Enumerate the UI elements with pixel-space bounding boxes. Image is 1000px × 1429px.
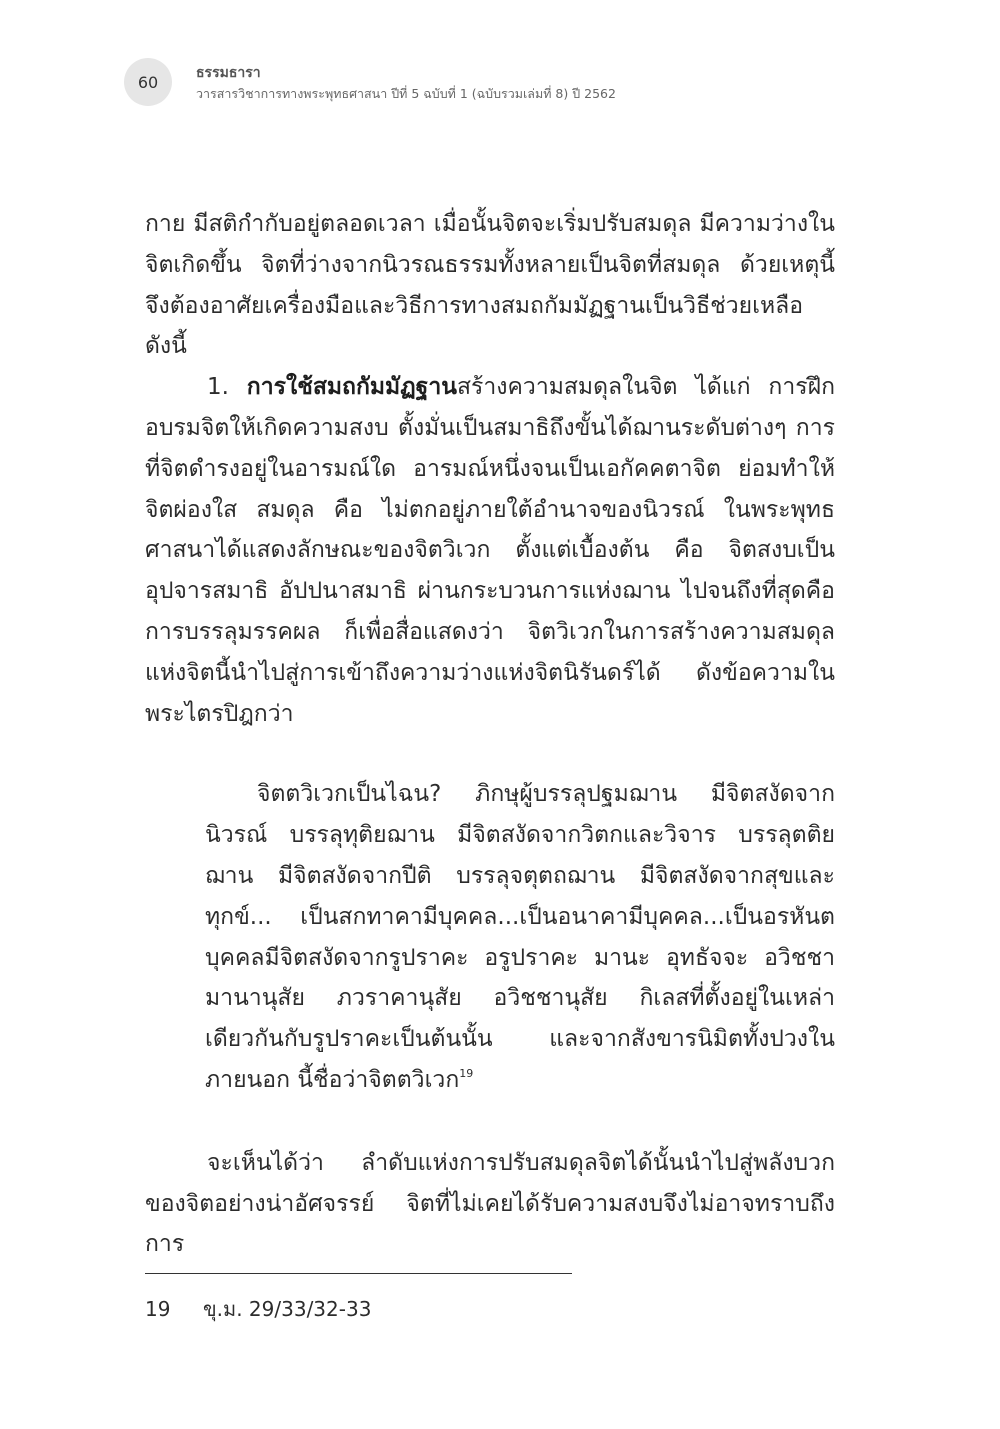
- quote-text: จิตตวิเวกเป็นไฉน? ภิกษุผู้บรรลุปฐมฌาน มีจิตสงัดจากนิวรณ์ บรรลุทุติยฌาน มีจิตสงัดจากวิตกและวิจาร บรรลุตติยฌาน มีจิตสงัดจากปีติ บรรลุจตุตถฌาน มีจิตสงัดจากสุขและทุกข์... เป็นสกทาคามีบุคคล...เป็นอนาคามีบุคคล...เป็นอรหันตบุคคลมีจิตสงัดจากรูปราคะ อรูปราคะ มานะ อุทธัจจะ อวิชชา มานานุสัย ภวราคานุสัย อวิชชานุสัย กิเลสที่ตั้งอยู่ในเหล่าเดียวกันกับรูปราคะเป็นต้นนั้น และจากสังขารนิมิตทั้งปวงในภายนอก นี้ชื่อว่าจิตตวิเวก: [205, 781, 835, 1093]
- page-number-badge: [124, 58, 172, 106]
- list-item-1: [145, 367, 835, 734]
- footnote-reference[interactable]: 19: [459, 1066, 474, 1080]
- block-quote: [205, 774, 835, 1100]
- item-text: สร้างความสมดุลในจิต ได้แก่ การฝึกอบรมจิตให้เกิดความสงบ ตั้งมั่นเป็นสมาธิถึงขั้นได้ฌานระดับต่างๆ การที่จิตดำรงอยู่ในอารมณ์ใด อารมณ์หนึ่งจนเป็นเอกัคคตาจิต ย่อมทำให้จิตผ่องใส สมดุล คือ ไม่ตกอยู่ภายใต้อำนาจของนิวรณ์ ในพระพุทธศาสนาได้แสดงลักษณะของจิตวิเวก ตั้งแต่เบื้องต้น คือ จิตสงบเป็นอุปจารสมาธิ อัปปนาสมาธิ ผ่านกระบวนการแห่งฌาน ไปจนถึงที่สุดคือการบรรลุมรรคผล ก็เพื่อสื่อแสดงว่า จิตวิเวกในการสร้างความสมดุลแห่งจิตนี้นำไปสู่การเข้าถึงความว่างแห่งจิตนิรันดร์ได้ ดังข้อความในพระไตรปิฎกว่า: [145, 374, 836, 727]
- page-number: 60: [137, 72, 159, 92]
- footnote-divider: [145, 1273, 572, 1274]
- journal-title: ธรรมธารา: [196, 65, 261, 81]
- footnote-text: ขุ.ม. 29/33/32-33: [203, 1297, 372, 1321]
- footnote-number: 19: [145, 1297, 171, 1321]
- page-header: [124, 58, 884, 108]
- paragraph-1: กาย มีสติกำกับอยู่ตลอดเวลา เมื่อนั้นจิตจะเริ่มปรับสมดุล มีความว่างในจิตเกิดขึ้น จิตที่ว่างจากนิวรณธรรมทั้งหลายเป็นจิตที่สมดุล ด้วยเหตุนี้จึงต้องอาศัยเครื่องมือและวิธีการทางสมถกัมมัฏฐานเป็นวิธีช่วยเหลือ ดังนี้: [145, 211, 835, 360]
- item-heading: การใช้สมถกัมมัฏฐาน: [246, 374, 457, 401]
- journal-subtitle: วารสารวิชาการทางพระพุทธศาสนา ปีที่ 5 ฉบับที่ 1 (ฉบับรวมเล่มที่ 8) ปี 2562: [196, 86, 616, 101]
- body-text: [145, 204, 835, 1265]
- paragraph-2: จะเห็นได้ว่า ลำดับแห่งการปรับสมดุลจิตได้นั้นนำไปสู่พลังบวกของจิตอย่างน่าอัศจรรย์ จิตที่ไม่เคยได้รับความสงบจึงไม่อาจทราบถึงการ: [145, 1149, 835, 1258]
- footnote: [145, 1293, 371, 1325]
- item-number: 1.: [207, 374, 229, 401]
